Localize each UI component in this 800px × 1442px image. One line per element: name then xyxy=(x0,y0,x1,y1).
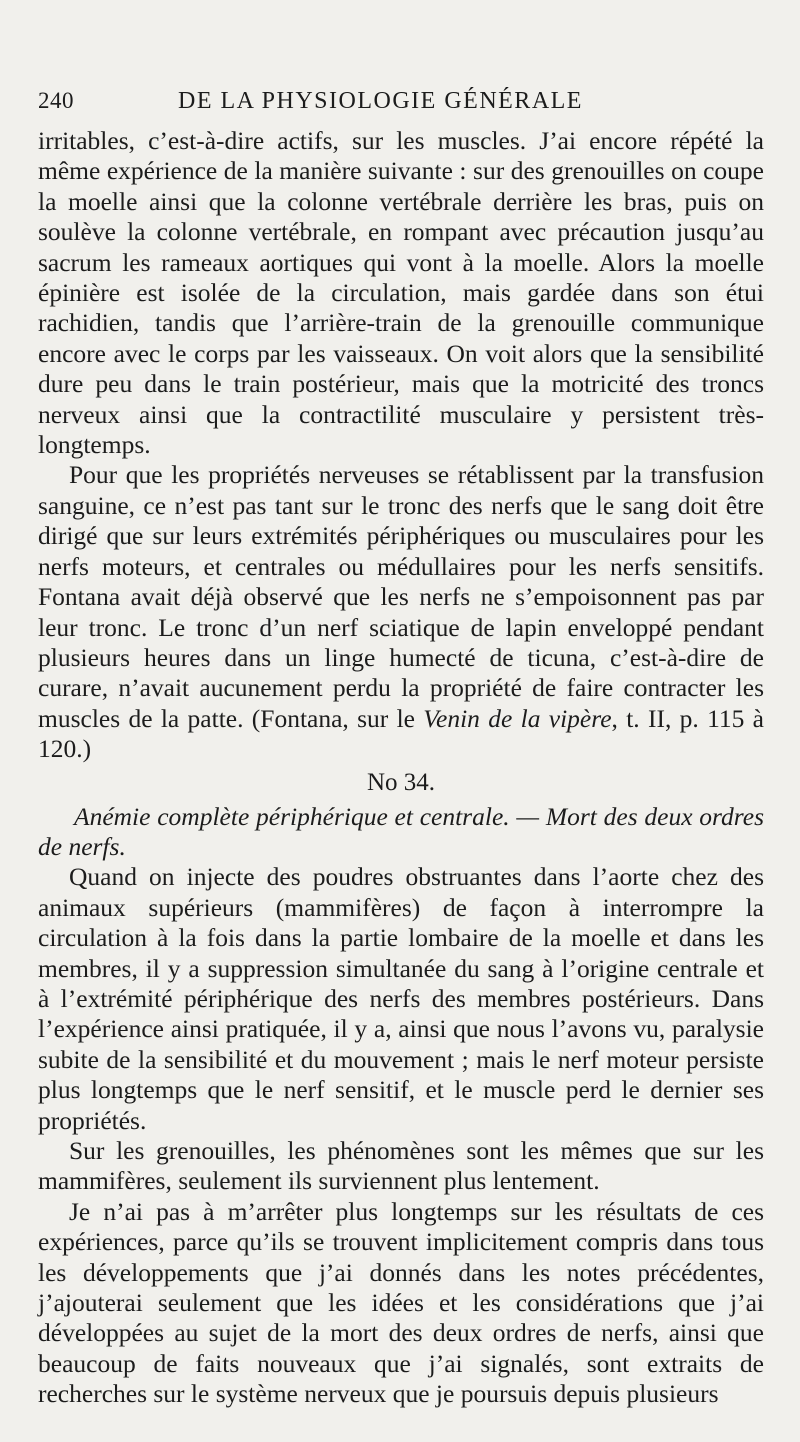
section-number: No 34. xyxy=(366,768,436,796)
paragraph-3: Quand on injecte des poudres obstruantes dans l’aorte chez des animaux supérieurs (mammifères) de façon à interrompre la circulation à la fois dans la partie lombaire de la moelle et dans les membres, il y a suppression simultanée du sang à l’origine centrale et à l’extrémité périphérique des nerfs des membres postérieurs. Dans l’expérience ainsi pratiquée, il y a, ainsi que nous l’avons vu, paralysie subite de la sensibilité et du mouvement ; mais le nerf moteur persiste plus longtemps que le nerf sensitif, et le muscle perd le dernier ses propriétés. xyxy=(38,862,764,1135)
paragraph-2-text: Pour que les propriétés nerveuses se rétablissent par la transfusion sanguine, ce n’est pas tant sur le tronc des nerfs que le sang doit être dirigé que sur leurs extrémités périphériques ou musculaires pour les nerfs moteurs, et centrales ou médullaires pour les nerfs sensitifs. Fontana avait déjà observé que les nerfs ne s’empoisonnent pas par leur tronc. Le tronc d’un nerf sciatique de lapin enveloppé pendant plusieurs heures dans un linge humecté de ticuna, c’est-à-dire de curare, n’avait aucunement perdu la propriété de faire contracter les muscles de la patte. (Fontana, sur le xyxy=(38,460,764,733)
book-title-citation: Venin de la vipère xyxy=(423,703,612,733)
paragraph-5: Je n’ai pas à m’arrêter plus longtemps sur les résultats de ces expériences, parce qu’ils se trouvent implicitement compris dans tous les développements que j’ai donnés dans les notes précédentes, j’ajouterai seulement que les idées et les considérations que j’ai développées au sujet de la mort des deux ordres de nerfs, ainsi que beaucoup de faits nouveaux que j’ai signalés, sont extraits de recherches sur le système nerveux que je poursuis depuis plusieurs xyxy=(38,1196,764,1409)
citation-reference: , t. II, p. 115 à 120.) xyxy=(38,703,764,764)
paragraph-1: irritables, c’est-à-dire actifs, sur les muscles. J’ai encore répété la même expérience de la manière suivante : sur des grenouilles on coupe la moelle ainsi que la colonne vertébrale derrière les bras, puis on soulève la colonne vertébrale, en rompant avec précaution jusqu’au sacrum les rameaux aortiques qui vont à la moelle. Alors la moelle épinière est isolée de la circulation, mais gardée dans son étui rachidien, tandis que l’arrière-train de la grenouille communique encore avec le corps par les vaisseaux. On voit alors que la sensibilité dure peu dans le train postérieur, mais que la motricité des troncs nerveux ainsi que la contractilité musculaire y persistent très-longtemps. xyxy=(38,126,764,460)
running-header xyxy=(38,88,764,122)
paragraph-2 xyxy=(38,460,764,764)
page-number: 240 xyxy=(38,88,74,113)
section-subtitle: Anémie complète périphérique et centrale. — Mort des deux ordres de nerfs. xyxy=(38,801,764,861)
running-title: DE LA PHYSIOLOGIE GÉNÉRALE xyxy=(178,88,583,114)
paragraph-4: Sur les grenouilles, les phénomènes sont les mêmes que sur les mammifères, seulement ils surviennent plus lentement. xyxy=(38,1136,764,1196)
body-text xyxy=(38,126,764,1410)
